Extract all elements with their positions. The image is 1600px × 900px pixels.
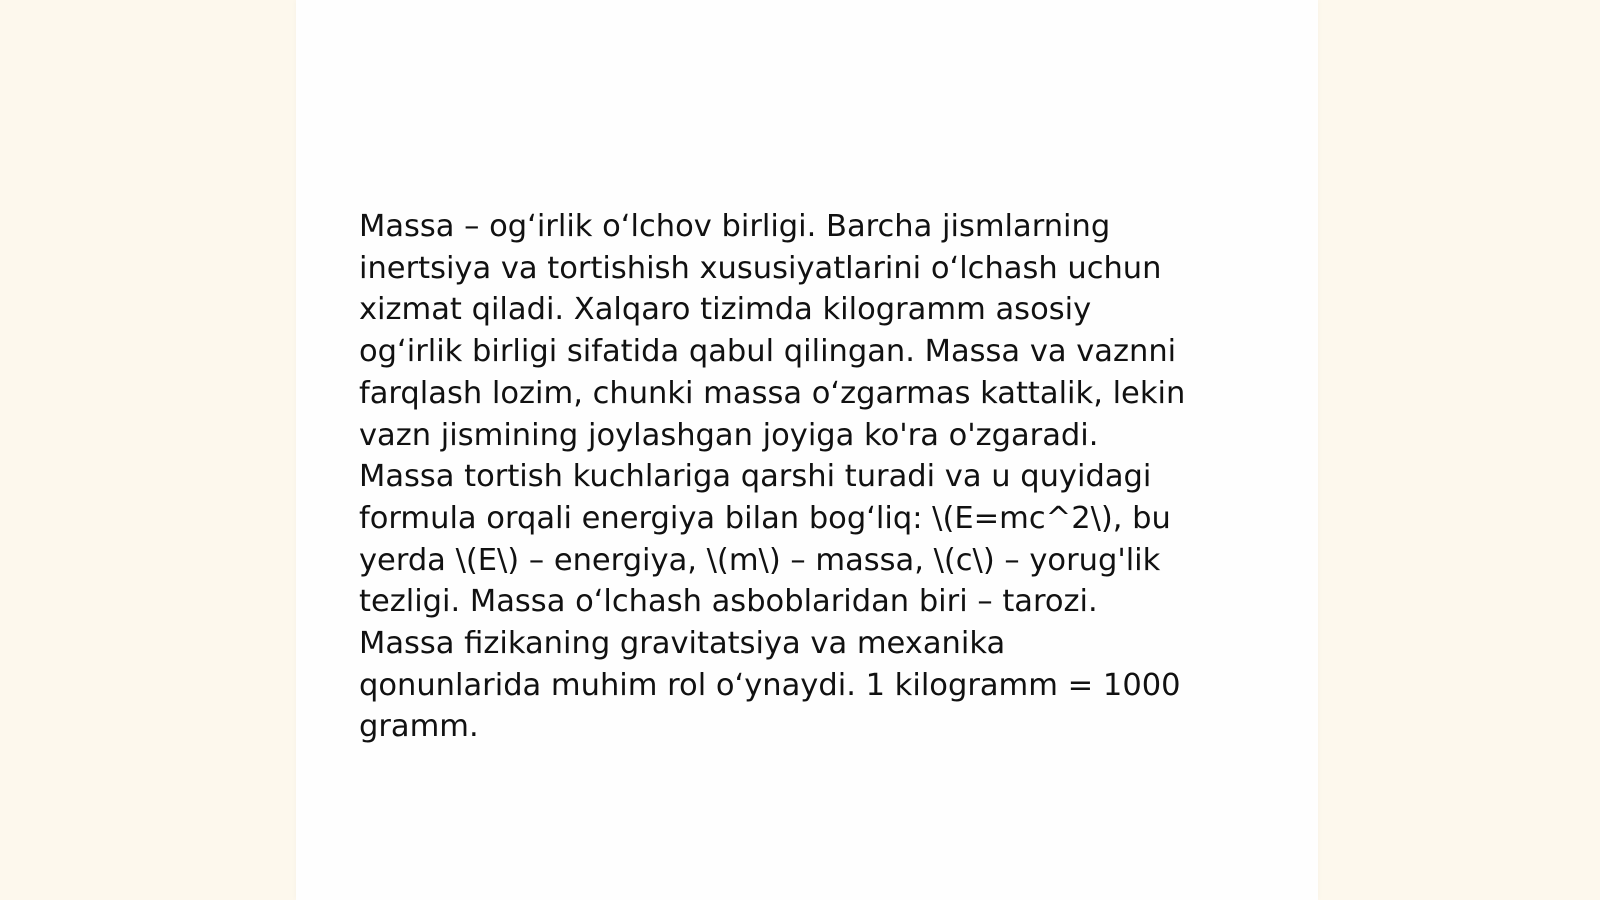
text-line: vazn jismining joylashgan joyiga ko'ra o'zgaradi. xyxy=(359,417,1099,453)
document-page xyxy=(296,0,1318,900)
text-line: xizmat qiladi. Xalqaro tizimda kilogramm asosiy xyxy=(359,292,1092,328)
body-paragraph xyxy=(359,206,1259,748)
text-line: Massa fizikaning gravitatsiya va mexanika xyxy=(359,626,1006,662)
text-line: inertsiya va tortishish xususiyatlarini o‘lchash uchun xyxy=(359,250,1162,286)
text-line: gramm. xyxy=(359,709,479,745)
text-line: Massa – og‘irlik o‘lchov birligi. Barcha jismlarning xyxy=(359,209,1111,244)
text-line: farqlash lozim, chunki massa o‘zgarmas kattalik, lekin xyxy=(359,375,1186,411)
text-line: qonunlarida muhim rol o‘ynaydi. 1 kilogramm = 1000 xyxy=(359,667,1181,703)
text-line: formula orqali energiya bilan bog‘liq: \(E=mc^2\), bu xyxy=(359,500,1171,536)
text-line: Massa tortish kuchlariga qarshi turadi va u quyidagi xyxy=(359,459,1152,495)
text-line: yerda \(E\) – energiya, \(m\) – massa, \(c\) – yorug'lik xyxy=(359,542,1161,578)
text-line: og‘irlik birligi sifatida qabul qilingan. Massa va vaznni xyxy=(359,334,1177,370)
text-line: tezligi. Massa o‘lchash asboblaridan biri – tarozi. xyxy=(359,584,1098,620)
